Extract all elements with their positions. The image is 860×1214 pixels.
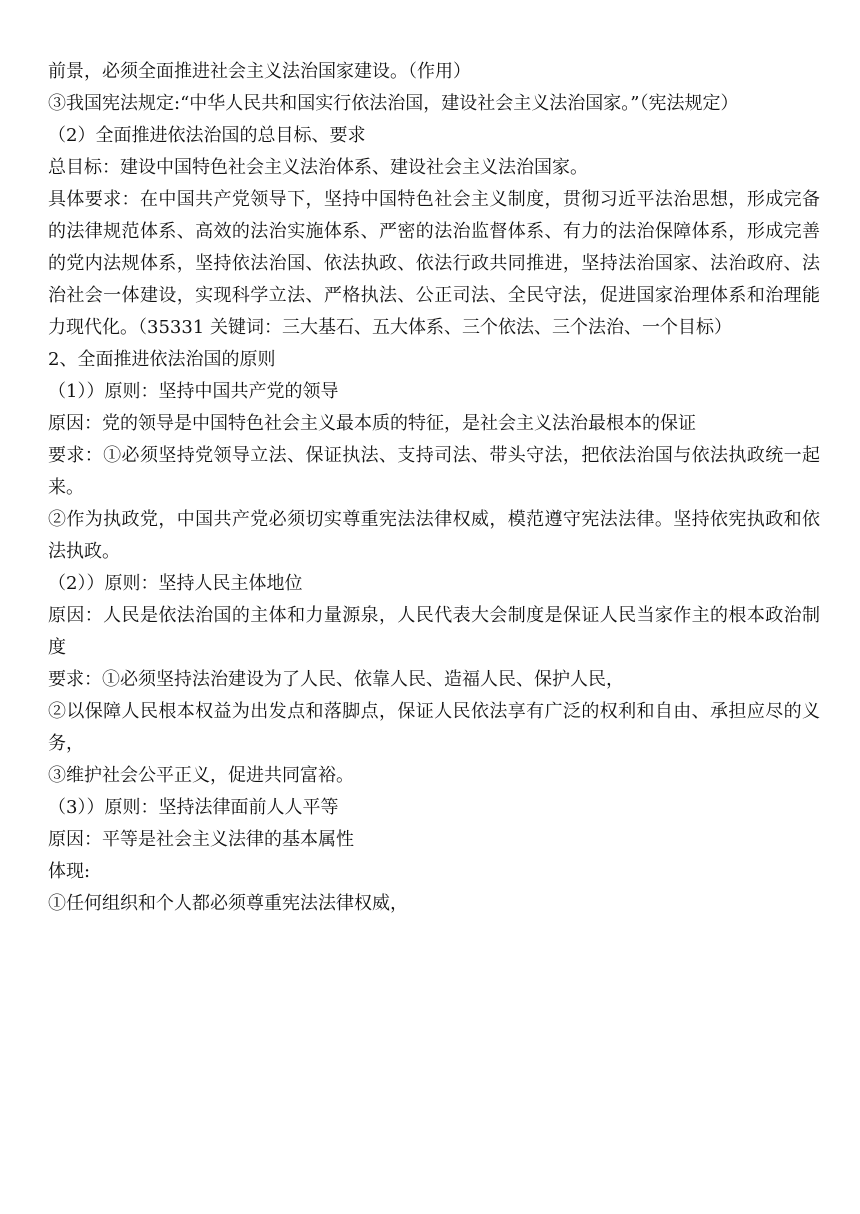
paragraph-constitution-provision: ③我国宪法规定:“中华人民共和国实行依法治国，建设社会主义法治国家。”（宪法规定）	[48, 93, 739, 114]
subheading-principle-party-leadership: （1））原则：坚持中国共产党的领导	[48, 381, 339, 402]
paragraph-reason-equality: 原因：平等是社会主义法律的基本属性	[48, 829, 354, 850]
subheading-principle-equality: （3））原则：坚持法律面前人人平等	[48, 797, 339, 818]
subheading-principle-people-subject: （2））原则：坚持人民主体地位	[48, 573, 303, 594]
subheading-overall-goal-requirements: （2）全面推进依法治国的总目标、要求	[48, 125, 366, 146]
heading-principles: 2、全面推进依法治国的原则	[48, 349, 276, 370]
paragraph-specific-requirements: 具体要求：在中国共产党领导下，坚持中国特色社会主义制度，贯彻习近平法治思想，形成完备的法律规范体系、高效的法治实施体系、严密的法治监督体系、有力的法治保障体系，形成完善的党内法规体系，坚持依法治国、依法执政、依法行政共同推进，坚持法治国家、法治政府、法治社会一体建设，实现科学立法、严格执法、公正司法、全民守法，促进国家治理体系和治理能力现代化。（35331 关键词：三大基石、五大体系、三个依法、三个法治、一个目标）	[48, 189, 820, 338]
paragraph-role-conclusion: 前景，必须全面推进社会主义法治国家建设。（作用）	[48, 61, 471, 82]
paragraph-requirement-people-2: ②以保障人民根本权益为出发点和落脚点，保证人民依法享有广泛的权利和自由、承担应尽的义务，	[48, 701, 820, 754]
paragraph-requirement-party-1: 要求：①必须坚持党领导立法、保证执法、支持司法、带头守法，把依法治国与依法执政统一起来。	[48, 445, 820, 498]
paragraph-manifestation-1: ①任何组织和个人都必须尊重宪法法律权威，	[48, 893, 408, 914]
label-manifestation: 体现:	[48, 861, 91, 882]
document-page	[48, 56, 820, 920]
paragraph-reason-party-leadership: 原因：党的领导是中国特色社会主义最本质的特征，是社会主义法治最根本的保证	[48, 413, 696, 434]
paragraph-reason-people-subject: 原因：人民是依法治国的主体和力量源泉，人民代表大会制度是保证人民当家作主的根本政治制度	[48, 605, 820, 658]
paragraph-requirement-party-2: ②作为执政党，中国共产党必须切实尊重宪法法律权威，模范遵守宪法法律。坚持依宪执政和依法执政。	[48, 509, 820, 562]
paragraph-requirement-people-3: ③维护社会公平正义，促进共同富裕。	[48, 765, 354, 786]
paragraph-overall-goal: 总目标：建设中国特色社会主义法治体系、建设社会主义法治国家。	[48, 157, 588, 178]
paragraph-requirement-people-1: 要求：①必须坚持法治建设为了人民、依靠人民、造福人民、保护人民，	[48, 669, 624, 690]
